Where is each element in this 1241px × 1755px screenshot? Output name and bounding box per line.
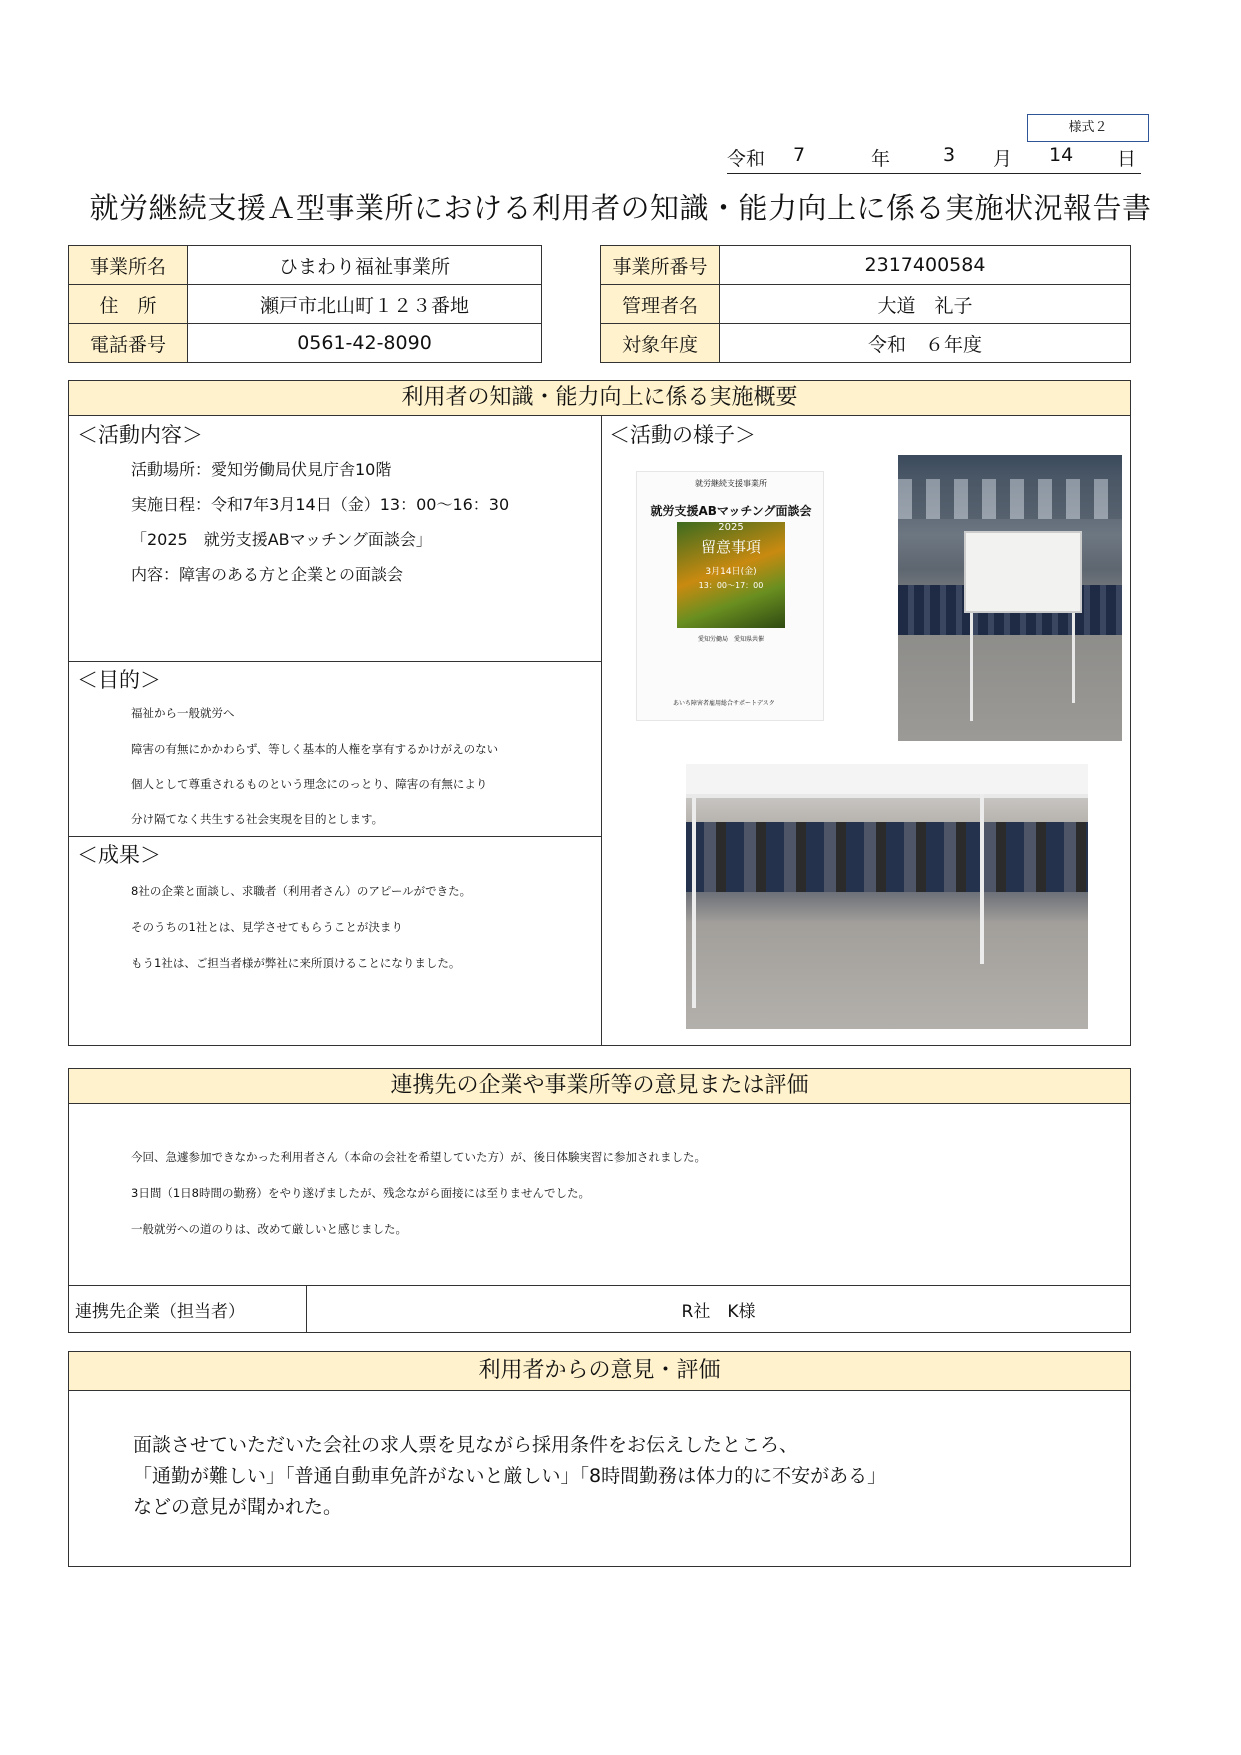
participants-row [686, 822, 1088, 892]
flyer-sponsor: 愛知労働局 愛知県共催 [697, 636, 764, 643]
flyer-notice: 留意事項 [700, 538, 761, 556]
partner-line: 一般就労への道のりは、改めて厳しいと感じました。 [131, 1222, 407, 1236]
flyer-year: 2025 [718, 522, 744, 533]
whiteboard-leg [692, 798, 696, 1008]
whiteboard-frame [686, 794, 1088, 798]
whiteboard-leg [970, 613, 973, 721]
flyer-title: 就労支援ABマッチング面談会 [650, 504, 812, 518]
ceiling-lights [898, 479, 1122, 519]
form-id-badge: 様式２ [1027, 114, 1149, 142]
table-row [69, 246, 542, 285]
table-row [69, 324, 542, 363]
user-opinion-section [68, 1351, 1131, 1567]
table-row [601, 324, 1131, 363]
user-opinion-heading: 利用者からの意見・評価 [69, 1352, 1130, 1391]
event-flyer-image [636, 471, 824, 721]
result-heading: ＜成果＞ [77, 843, 161, 867]
phone-label: 電話番号 [69, 324, 188, 363]
date-year: 7 [793, 144, 806, 166]
whiteboard-top [686, 764, 1088, 798]
purpose-line: 障害の有無にかかわらず、等しく基本的人権を享有するかけがえのない [131, 742, 499, 756]
flyer-photo [677, 522, 785, 628]
date-year-unit: 年 [871, 148, 891, 170]
phone-value: 0561-42-8090 [188, 324, 542, 363]
partner-heading: 連携先の企業や事業所等の意見または評価 [69, 1069, 1130, 1104]
partner-evaluation-section [68, 1068, 1131, 1333]
flyer-date: 3月14日(金) [705, 567, 757, 577]
photo-heading: ＜活動の様子＞ [609, 423, 756, 447]
flyer-footer: あいち障害者雇用総合サポートデスク [673, 700, 775, 707]
row-divider [69, 1285, 1130, 1286]
whiteboard [964, 531, 1082, 613]
date-day-unit: 日 [1117, 148, 1137, 170]
partner-company-value: R社 K様 [681, 1302, 756, 1322]
purpose-line: 福祉から一般就労へ [131, 706, 235, 720]
manager-info-table [600, 245, 1131, 363]
user-opinion-line: 面談させていただいた会社の求人票を見ながら採用条件をお伝えしたところ、 [133, 1434, 799, 1456]
event-photo-meeting [686, 764, 1088, 1029]
facility-number-value: 2317400584 [720, 246, 1131, 285]
column-divider [601, 415, 602, 1045]
row-divider [69, 661, 601, 662]
purpose-line: 分け隔てなく共生する社会実現を目的とします。 [131, 812, 384, 826]
table-row [601, 285, 1131, 324]
purpose-line: 個人として尊重されるものという理念にのっとり、障害の有無により [131, 777, 488, 791]
activity-line: 実施日程：令和7年3月14日（金）13：00～16：30 [131, 495, 510, 514]
result-line: もう1社は、ご担当者様が弊社に来所頂けることになりました。 [131, 956, 461, 970]
partner-line: 今回、急遽参加できなかった利用者さん（本命の会社を希望していた方）が、後日体験実習に参加されました。 [131, 1150, 706, 1164]
address-label: 住 所 [69, 285, 188, 324]
table-row [69, 285, 542, 324]
whiteboard-leg [1072, 613, 1075, 703]
page-title: 就労継続支援Ａ型事業所における利用者の知識・能力向上に係る実施状況報告書 [89, 191, 1152, 225]
partner-company-label: 連携先企業（担当者） [75, 1302, 245, 1322]
result-line: 8社の企業と面談し、求職者（利用者さん）のアピールができた。 [131, 884, 472, 898]
user-opinion-line: などの意見が聞かれた。 [133, 1496, 343, 1518]
facility-info-table [68, 245, 542, 363]
report-date [727, 140, 1141, 174]
flyer-time: 13：00～17：00 [698, 581, 764, 590]
table-row [601, 246, 1131, 285]
address-value: 瀬戸市北山町１２３番地 [188, 285, 542, 324]
activity-line: 活動場所：愛知労働局伏見庁舎10階 [131, 460, 392, 479]
whiteboard-leg [980, 794, 984, 964]
activity-line: 「2025 就労支援ABマッチング面談会」 [131, 530, 432, 549]
activity-heading: ＜活動内容＞ [77, 423, 203, 447]
manager-name-value: 大道 礼子 [720, 285, 1131, 324]
row-divider [69, 836, 601, 837]
event-photo-whiteboard [898, 455, 1122, 741]
flyer-org: 就労継続支援事業所 [695, 479, 767, 488]
manager-name-label: 管理者名 [601, 285, 720, 324]
target-year-value: 令和 ６年度 [720, 324, 1131, 363]
target-year-label: 対象年度 [601, 324, 720, 363]
purpose-heading: ＜目的＞ [77, 668, 161, 692]
overview-heading: 利用者の知識・能力向上に係る実施概要 [69, 381, 1130, 416]
activity-line: 内容：障害のある方と企業との面談会 [131, 565, 404, 584]
date-era: 令和 [727, 148, 766, 170]
overview-section [68, 380, 1131, 1046]
date-month: 3 [943, 144, 956, 166]
facility-name-value: ひまわり福祉事業所 [188, 246, 542, 285]
date-day: 14 [1049, 144, 1074, 166]
partner-line: 3日間（1日8時間の勤務）をやり遂げましたが、残念ながら面接には至りませんでした。 [131, 1186, 590, 1200]
date-month-unit: 月 [993, 148, 1013, 170]
facility-number-label: 事業所番号 [601, 246, 720, 285]
result-line: そのうちの1社とは、見学させてもらうことが決まり [131, 920, 403, 934]
user-opinion-line: 「通勤が難しい」「普通自動車免許がないと厳しい」「8時間勤務は体力的に不安がある」 [133, 1465, 887, 1487]
facility-name-label: 事業所名 [69, 246, 188, 285]
